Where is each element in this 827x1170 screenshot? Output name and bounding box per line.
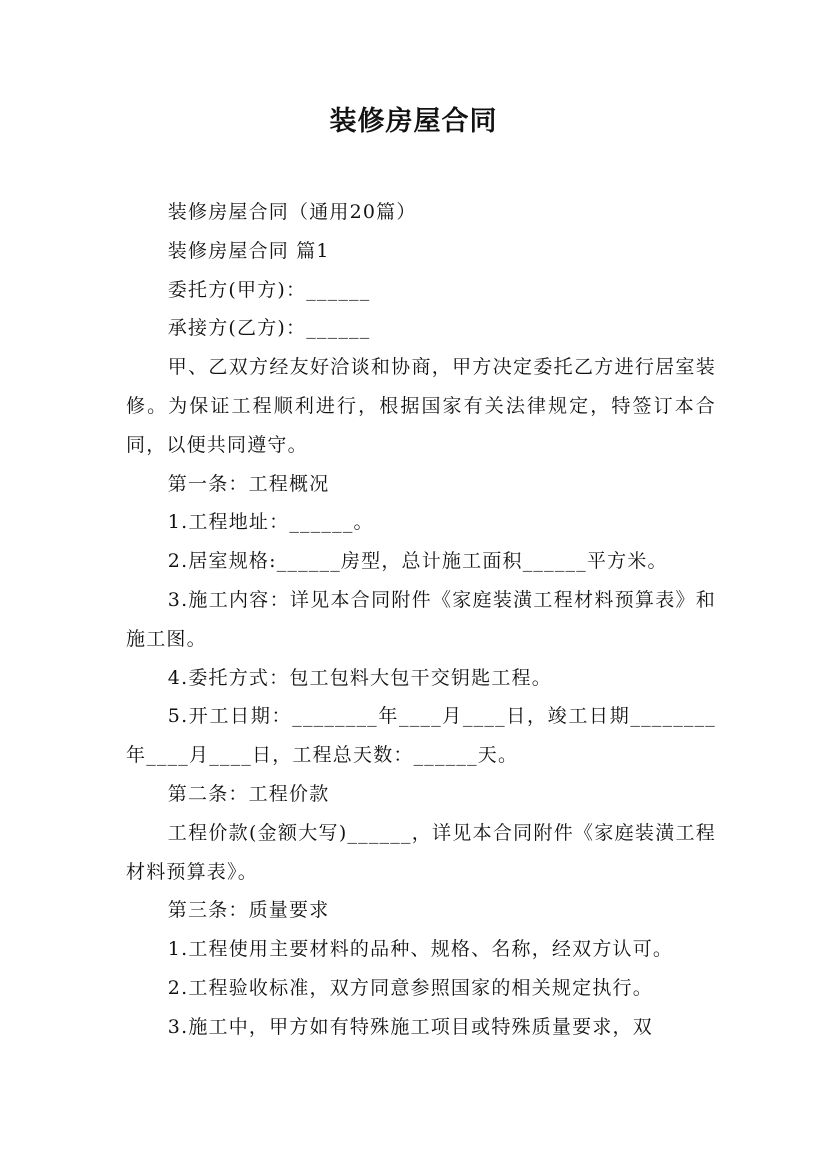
preamble-paragraph: 甲、乙双方经友好洽谈和协商，甲方决定委托乙方进行居室装修。为保证工程顺利进行，根据国家有关法律规定，特签订本合同，以便共同遵守。 bbox=[126, 356, 716, 456]
article-2-paragraph: 工程价款(金额大写)______，详见本合同附件《家庭装潢工程材料预算表》。 bbox=[126, 821, 716, 883]
article-1-item-1: 1.工程地址：______。 bbox=[167, 511, 374, 534]
article-1-heading: 第一条：工程概况 bbox=[167, 472, 330, 495]
article-2-heading: 第二条：工程价款 bbox=[167, 782, 330, 805]
section-heading-part1: 装修房屋合同 篇1 bbox=[167, 239, 330, 262]
article-1-item-2: 2.居室规格:______房型，总计施工面积______平方米。 bbox=[167, 550, 668, 573]
contract-body bbox=[126, 193, 716, 1047]
article-3-item-1: 1.工程使用主要材料的品种、规格、名称，经双方认可。 bbox=[167, 938, 674, 961]
article-3-item-2: 2.工程验收标准，双方同意参照国家的相关规定执行。 bbox=[167, 976, 653, 999]
party-a-line: 委托方(甲方)：______ bbox=[167, 278, 371, 301]
article-3-heading: 第三条：质量要求 bbox=[167, 899, 330, 922]
article-1-item-3: 3.施工内容：详见本合同附件《家庭装潢工程材料预算表》和施工图。 bbox=[126, 588, 716, 650]
document-title: 装修房屋合同 bbox=[329, 106, 498, 137]
article-3-item-3: 3.施工中，甲方如有特殊施工项目或特殊质量要求，双 bbox=[167, 1015, 653, 1038]
article-1-item-4: 4.委托方式：包工包料大包干交钥匙工程。 bbox=[167, 666, 552, 689]
subtitle-line: 装修房屋合同（通用20篇） bbox=[167, 201, 417, 223]
party-b-line: 承接方(乙方)：______ bbox=[167, 317, 371, 340]
article-1-item-5: 5.开工日期：________年____月____日，竣工日期________年____月____日，工程总天数：______天。 bbox=[126, 705, 716, 767]
